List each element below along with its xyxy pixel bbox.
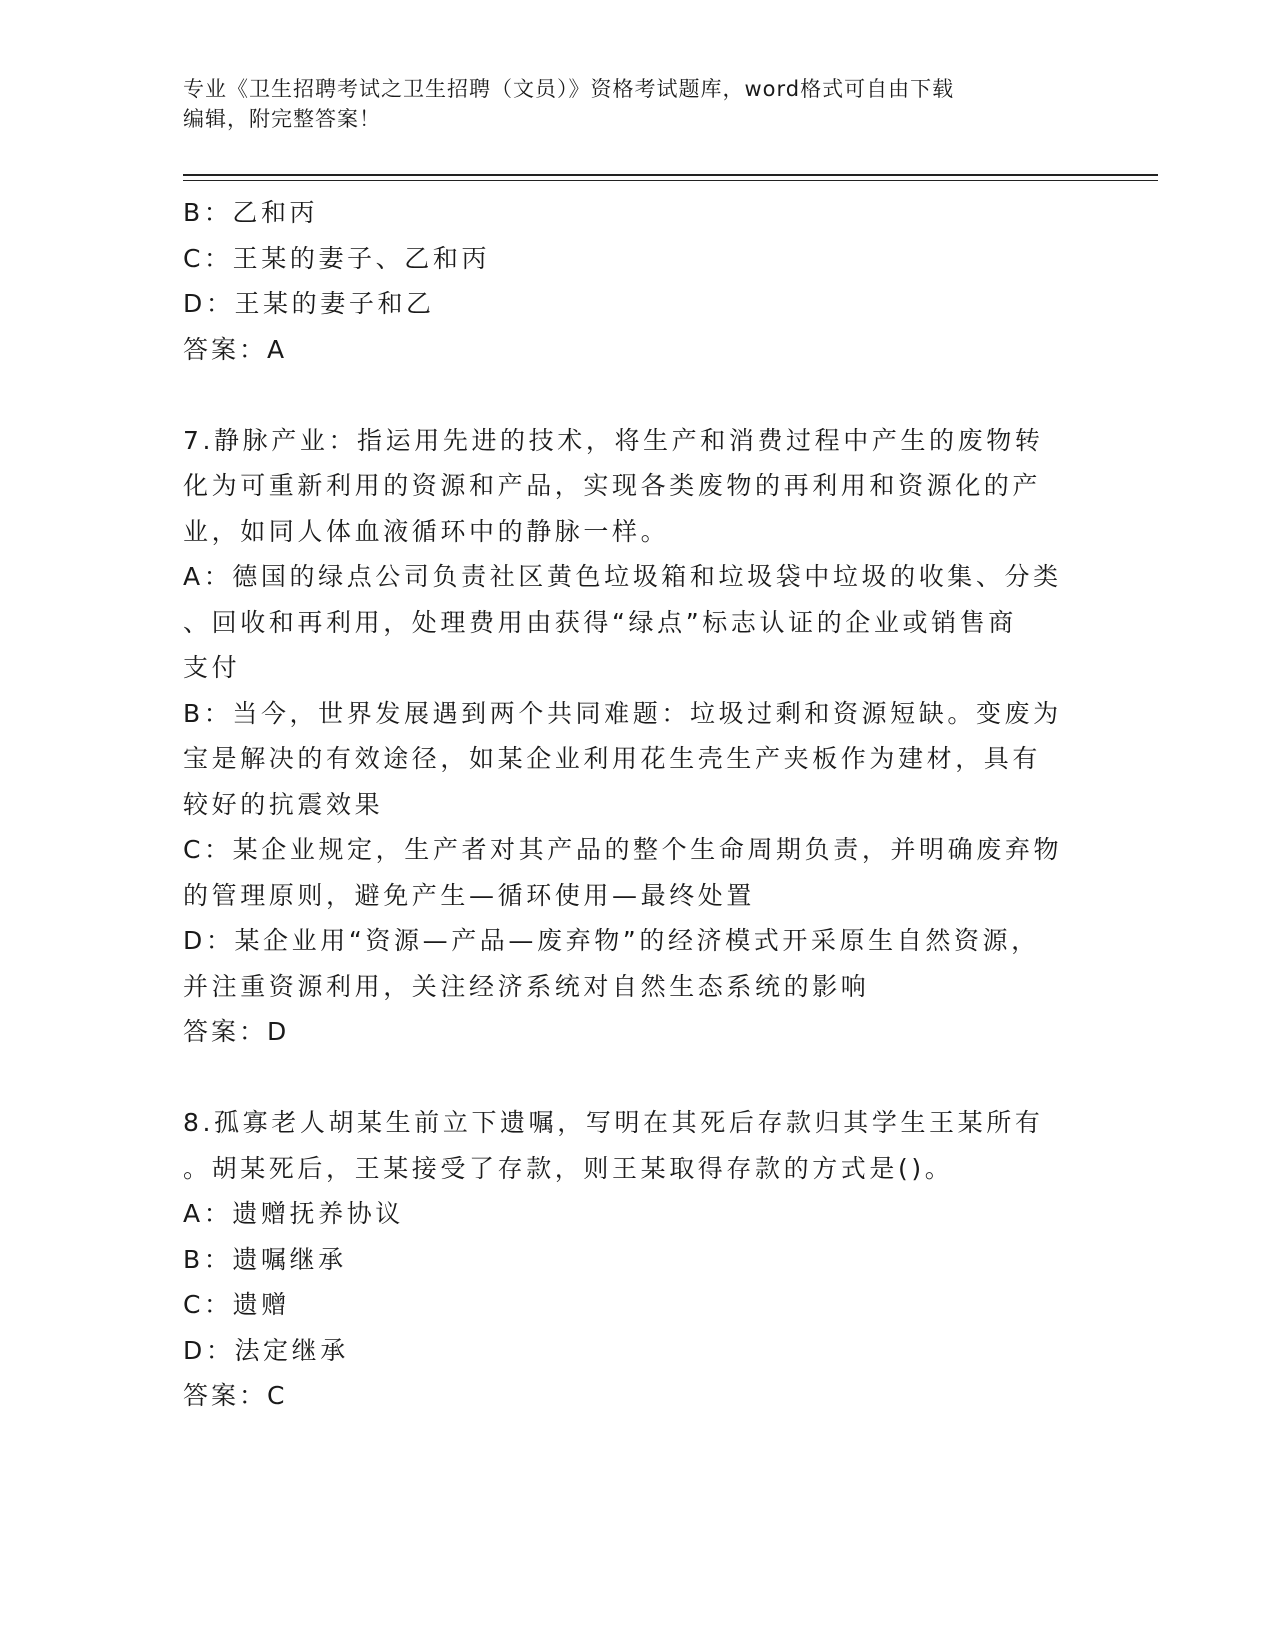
question-8-answer: 答案：C — [183, 1381, 288, 1410]
question-8 — [183, 1100, 1103, 1419]
question-7-answer: 答案：D — [183, 1017, 290, 1046]
question-list — [183, 190, 1103, 1419]
question-7 — [183, 418, 1103, 1055]
question-6-option-c: C：王某的妻子、乙和丙 — [183, 243, 491, 273]
question-7-stem-line: 7.静脉产业：指运用先进的技术，将生产和消费过程中产生的废物转 — [183, 425, 1044, 455]
question-7-option-c-line: 的管理原则，避免产生—循环使用—最终处置 — [183, 880, 756, 910]
question-8-option-a: A：遗赠抚养协议 — [183, 1199, 404, 1228]
header-line-2: 编辑，附完整答案！ — [183, 107, 381, 131]
question-7-option-b-line: 较好的抗震效果 — [183, 789, 384, 819]
question-8-stem-line: 。胡某死后，王某接受了存款，则王某取得存款的方式是()。 — [183, 1153, 954, 1183]
question-6-answer: 答案：A — [183, 334, 288, 364]
question-7-option-a-line: 支付 — [183, 653, 241, 682]
question-7-option-a-line: 、回收和再利用，处理费用由获得“绿点”标志认证的企业或销售商 — [183, 607, 1017, 637]
question-8-option-b: B：遗嘱继承 — [183, 1244, 347, 1274]
question-7-stem-line: 业，如同人体血液循环中的静脉一样。 — [183, 516, 670, 546]
question-7-option-c-line: C：某企业规定，生产者对其产品的整个生命周期负责，并明确废弃物 — [183, 835, 1063, 864]
question-7-stem-line: 化为可重新利用的资源和产品，实现各类废物的再利用和资源化的产 — [183, 471, 1042, 500]
question-7-option-b-line: B：当今，世界发展遇到两个共同难题：垃圾过剩和资源短缺。变废为 — [183, 698, 1062, 728]
question-7-option-b-line: 宝是解决的有效途径，如某企业利用花生壳生产夹板作为建材，具有 — [183, 744, 1042, 773]
header-divider-thin — [183, 180, 1158, 181]
question-6-option-b: B：乙和丙 — [183, 198, 319, 227]
question-7-option-a-line: A：德国的绿点公司负责社区黄色垃圾箱和垃圾袋中垃圾的收集、分类 — [183, 562, 1062, 591]
question-7-option-d-line: D：某企业用“资源—产品—废弃物”的经济模式开采原生自然资源， — [183, 926, 1040, 955]
question-6-option-d: D：王某的妻子和乙 — [183, 289, 435, 318]
question-6-options — [183, 190, 1103, 372]
question-8-option-c: C：遗赠 — [183, 1290, 290, 1319]
document-header — [183, 74, 1063, 134]
question-7-option-d-line: 并注重资源利用，关注经济系统对自然生态系统的影响 — [183, 971, 870, 1001]
header-line-1: 专业《卫生招聘考试之卫生招聘（文员）》资格考试题库，word格式可自由下载 — [183, 77, 955, 101]
question-8-option-d: D：法定继承 — [183, 1335, 349, 1365]
header-divider-thick — [183, 174, 1158, 176]
question-spacer — [183, 1055, 1103, 1101]
question-spacer — [183, 372, 1103, 418]
question-8-stem-line: 8.孤寡老人胡某生前立下遗嘱，写明在其死后存款归其学生王某所有 — [183, 1108, 1044, 1137]
